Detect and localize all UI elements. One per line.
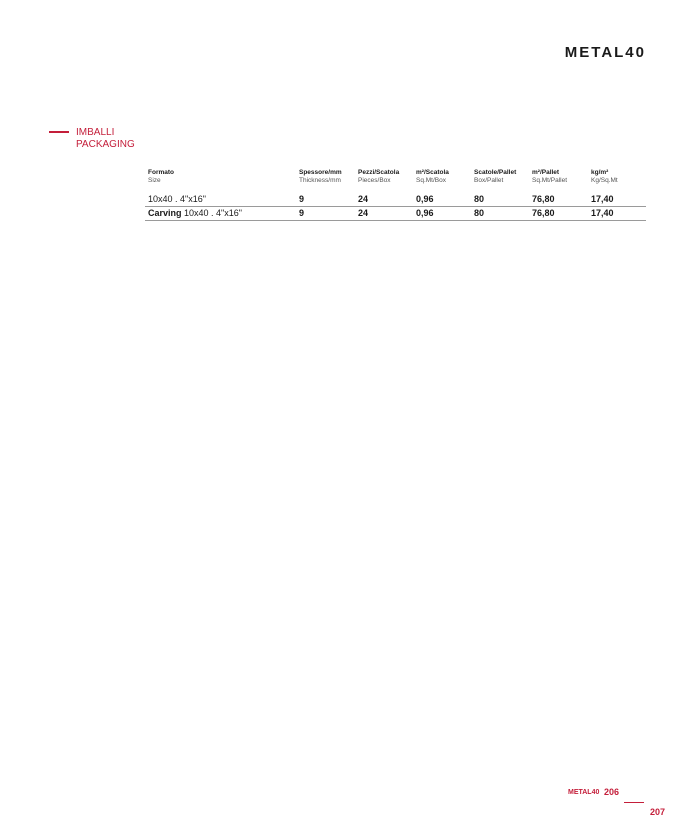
table-row (145, 207, 646, 221)
header-box-pallet: Scatole/Pallet Box/Pallet (474, 169, 517, 184)
footer-rule (624, 802, 644, 803)
header-size: Formato Size (148, 169, 174, 184)
page-number-left: 206 (604, 787, 620, 797)
brand-title: METAL40 (564, 44, 646, 61)
cell-format: 10x40 . 4"x16" (148, 194, 206, 204)
cell-thickness: 9 (299, 194, 305, 204)
packaging-table (145, 169, 646, 221)
cell-format-prefix: Carving (148, 208, 182, 218)
cell-sqm-pallet: 76,80 (532, 208, 555, 218)
cell-thickness: 9 (299, 208, 305, 218)
section-heading (76, 127, 135, 151)
header-sqm-box: m²/Scatola Sq.Mt/Box (416, 169, 449, 184)
header-kg-sqm: kg/m² Kg/Sq.Mt (591, 169, 618, 184)
cell-sqm-pallet: 76,80 (532, 194, 555, 204)
cell-box-pallet: 80 (474, 208, 485, 218)
cell-pieces: 24 (358, 194, 369, 204)
cell-sqm-box: 0,96 (416, 194, 434, 204)
header-pieces-box: Pezzi/Scatola Pieces/Box (358, 169, 400, 184)
cell-kg-sqm: 17,40 (591, 194, 614, 204)
cell-box-pallet: 80 (474, 194, 485, 204)
section-title: IMBALLI (76, 127, 115, 138)
table-row (145, 193, 646, 207)
section-accent-rule (49, 131, 69, 133)
cell-sqm-box: 0,96 (416, 208, 434, 218)
cell-pieces: 24 (358, 208, 369, 218)
section-subtitle: PACKAGING (76, 139, 135, 150)
header-thickness: Spessore/mm Thickness/mm (299, 169, 342, 184)
cell-format: Carving 10x40 . 4"x16" (148, 208, 242, 218)
table-header (145, 169, 646, 193)
page-footer (568, 787, 668, 817)
header-sqm-pallet: m²/Pallet Sq.Mt/Pallet (532, 169, 568, 184)
cell-kg-sqm: 17,40 (591, 208, 614, 218)
footer-brand: METAL40 (568, 789, 600, 796)
page-number-right: 207 (650, 807, 666, 817)
